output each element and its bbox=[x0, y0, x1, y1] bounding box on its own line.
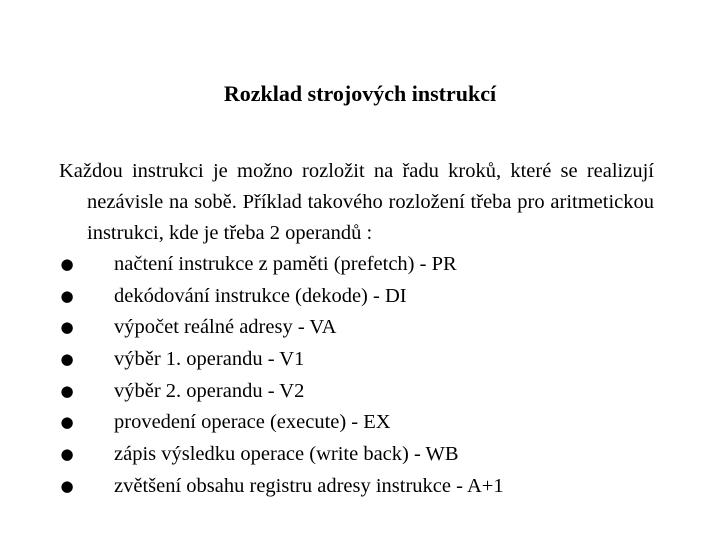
bullet-icon: ● bbox=[60, 413, 74, 432]
slide-title: Rozklad strojových instrukcí bbox=[223, 81, 497, 106]
step-text: výběr 1. operandu - V1 bbox=[114, 348, 305, 371]
list-item bbox=[59, 281, 654, 313]
bullet-icon: ● bbox=[60, 350, 74, 369]
list-item bbox=[59, 471, 654, 503]
intro-paragraph: Každou instrukci je možno rozložit na řadu kroků, které se realizují nezávisle na sobě. Příklad takového rozložení třeba pro aritmetickou instrukci, kde je třeba 2 operandů : bbox=[59, 160, 654, 244]
step-text: zápis výsledku operace (write back) - WB bbox=[114, 443, 459, 466]
step-text: zvětšení obsahu registru adresy instrukce - A+1 bbox=[114, 474, 504, 497]
list-item bbox=[59, 376, 654, 408]
step-text: načtení instrukce z paměti (prefetch) - PR bbox=[114, 253, 457, 275]
list-item bbox=[59, 439, 654, 471]
step-text: provedení operace (execute) - EX bbox=[114, 411, 391, 434]
step-text: dekódování instrukce (dekode) - DI bbox=[114, 284, 407, 307]
list-item bbox=[59, 344, 654, 376]
list-item bbox=[59, 249, 654, 281]
list-item bbox=[59, 407, 654, 439]
bullet-icon: ● bbox=[60, 476, 74, 495]
step-text: výpočet reálné adresy - VA bbox=[114, 316, 337, 339]
bullet-icon: ● bbox=[60, 286, 74, 305]
step-text: výběr 2. operandu - V2 bbox=[114, 379, 305, 402]
bullet-icon: ● bbox=[60, 381, 74, 400]
bullet-icon: ● bbox=[60, 318, 74, 337]
list-item bbox=[59, 312, 654, 344]
bullet-icon: ● bbox=[60, 255, 74, 273]
slide-body bbox=[59, 156, 654, 503]
instruction-steps-list bbox=[59, 249, 654, 503]
bullet-icon: ● bbox=[60, 445, 74, 464]
